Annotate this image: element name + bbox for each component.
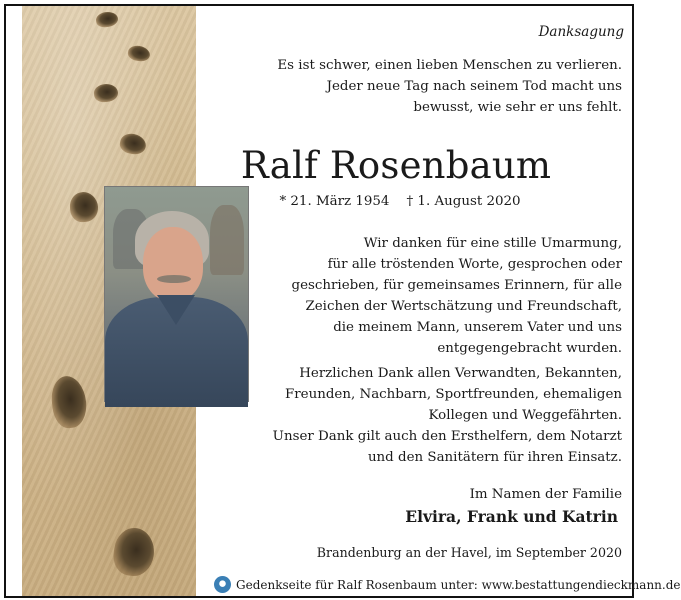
memorial-link[interactable]: Gedenkseite für Ralf Rosenbaum unter: www.bestattungendieckmann.de xyxy=(236,577,681,592)
memorial-footer xyxy=(214,576,681,593)
quote-line: Es ist schwer, einen lieben Menschen zu verlieren. xyxy=(277,58,622,73)
quote-line: Jeder neue Tag nach seinem Tod macht uns xyxy=(326,79,622,94)
thanks-line: Wir danken für eine stille Umarmung, xyxy=(363,236,622,251)
footprint xyxy=(127,44,151,63)
footprint xyxy=(95,11,119,29)
thanks2-line: Unser Dank gilt auch den Ersthelfern, dem Notarzt xyxy=(272,429,622,444)
thanks-line: die meinem Mann, unserem Vater und uns xyxy=(333,320,622,335)
thanks-line: entgegengebracht wurden. xyxy=(437,341,622,356)
memorial-page-icon xyxy=(214,576,231,593)
place-date: Brandenburg an der Havel, im September 2020 xyxy=(316,545,622,560)
family-names: Elvira, Frank und Katrin xyxy=(405,507,618,526)
thanks2-line: und den Sanitätern für ihren Einsatz. xyxy=(367,450,622,465)
obituary-card xyxy=(4,4,681,598)
family-intro: Im Namen der Familie xyxy=(469,487,622,502)
heading: Danksagung xyxy=(538,24,624,40)
thanks2-line: Herzlichen Dank allen Verwandten, Bekannten, xyxy=(299,366,622,381)
thanks2-line: Kollegen und Weggefährten. xyxy=(428,408,622,423)
footprint xyxy=(118,132,148,157)
thanks-line: geschrieben, für gemeinsames Erinnern, für alle xyxy=(291,278,622,293)
death-date: † 1. August 2020 xyxy=(406,194,521,209)
footprint xyxy=(69,191,99,223)
birth-date: * 21. März 1954 xyxy=(279,194,390,209)
life-dates xyxy=(206,194,594,209)
footprint xyxy=(49,374,88,429)
deceased-name: Ralf Rosenbaum xyxy=(240,144,552,187)
thanks2-line: Freunden, Nachbarn, Sportfreunden, ehemaligen xyxy=(284,387,622,402)
footprint xyxy=(93,83,118,103)
thanks-line: für alle tröstenden Worte, gesprochen oder xyxy=(327,257,622,272)
thanks-line: Zeichen der Wertschätzung und Freundschaft, xyxy=(305,299,622,314)
quote-line: bewusst, wie sehr er uns fehlt. xyxy=(413,100,622,115)
portrait-photo xyxy=(104,186,249,402)
footprint xyxy=(111,525,157,578)
